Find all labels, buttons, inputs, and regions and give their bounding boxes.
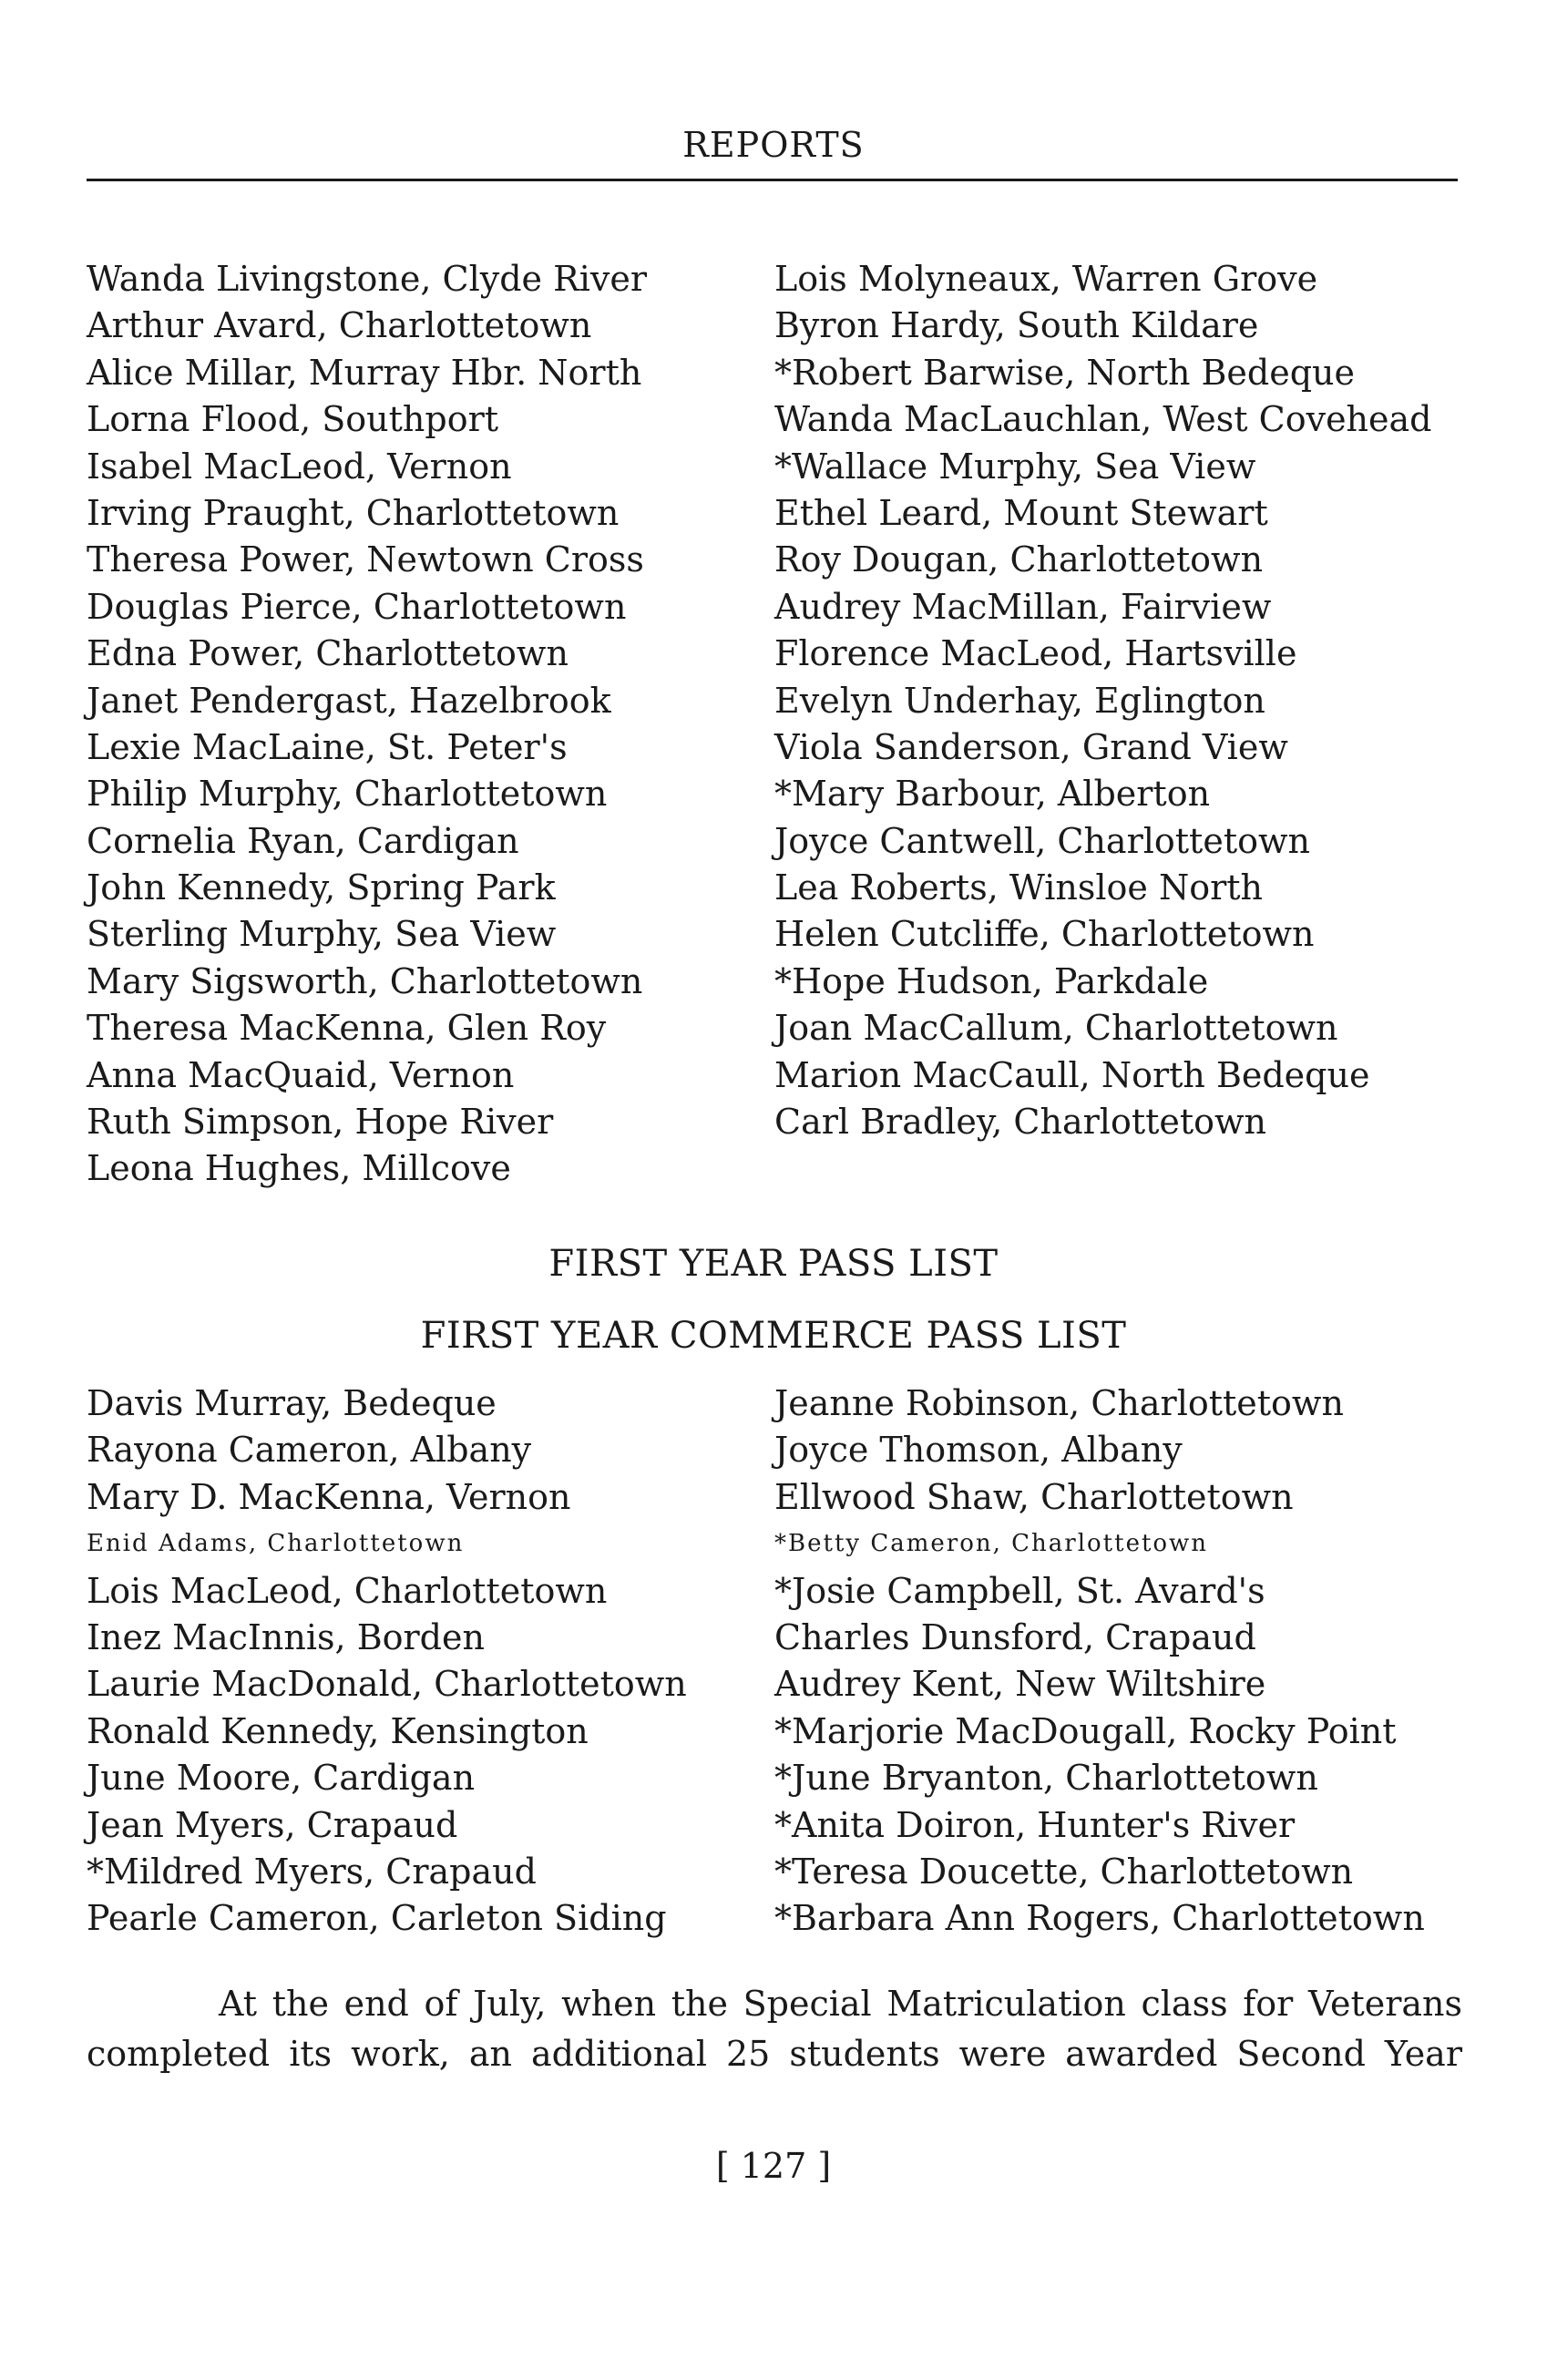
list-item: Anna MacQuaid, Vernon bbox=[87, 1054, 515, 1095]
list-item: Philip Murphy, Charlottetown bbox=[87, 774, 608, 815]
list-item: *Barbara Ann Rogers, Charlottetown bbox=[774, 1898, 1425, 1939]
list-item: Helen Cutcliffe, Charlottetown bbox=[774, 914, 1315, 955]
list-item: Lois Molyneaux, Warren Grove bbox=[774, 259, 1318, 299]
page-header-title: REPORTS bbox=[682, 125, 865, 165]
page-number: [ 127 ] bbox=[715, 2146, 832, 2186]
list-item: Janet Pendergast, Hazelbrook bbox=[87, 680, 611, 721]
commerce-list-left-column bbox=[87, 1380, 687, 1943]
first-year-commerce-pass-list-heading: FIRST YEAR COMMERCE PASS LIST bbox=[420, 1315, 1127, 1357]
list-item: Ronald Kennedy, Kensington bbox=[87, 1710, 589, 1751]
list-item: John Kennedy, Spring Park bbox=[87, 867, 556, 908]
list-item: Enid Adams, Charlottetown bbox=[87, 1530, 465, 1558]
list-item: Isabel MacLeod, Vernon bbox=[87, 446, 512, 487]
body-paragraph bbox=[87, 1979, 1462, 2079]
paragraph-text: At the end of July, when the Special Matriculation class for Veterans completed its work, an additional 25 students were awarded Second Year bbox=[87, 1984, 1462, 2074]
list-item: Douglas Pierce, Charlottetown bbox=[87, 586, 627, 627]
commerce-list-right-column bbox=[774, 1380, 1425, 1943]
list-item: Arthur Avard, Charlottetown bbox=[87, 305, 592, 346]
list-item: *Mary Barbour, Alberton bbox=[774, 774, 1211, 815]
list-item: Mary D. MacKenna, Vernon bbox=[87, 1476, 571, 1517]
list-item: Wanda MacLauchlan, West Covehead bbox=[774, 399, 1432, 440]
list-item: *Anita Doiron, Hunter's River bbox=[774, 1804, 1296, 1845]
list-item: Joan MacCallum, Charlottetown bbox=[774, 1008, 1338, 1049]
list-item: Evelyn Underhay, Eglington bbox=[774, 680, 1265, 721]
list-item: Pearle Cameron, Carleton Siding bbox=[87, 1898, 667, 1939]
list-item: Wanda Livingstone, Clyde River bbox=[87, 259, 647, 299]
list-item: Joyce Cantwell, Charlottetown bbox=[774, 820, 1310, 861]
list-item: Lea Roberts, Winsloe North bbox=[774, 867, 1264, 908]
pass-list-right-column bbox=[774, 256, 1432, 1145]
list-item: Jean Myers, Crapaud bbox=[87, 1804, 458, 1845]
list-item: Irving Praught, Charlottetown bbox=[87, 492, 620, 533]
list-item: Ethel Leard, Mount Stewart bbox=[774, 492, 1268, 533]
list-item: *Hope Hudson, Parkdale bbox=[774, 960, 1209, 1001]
list-item: Lois MacLeod, Charlottetown bbox=[87, 1570, 608, 1611]
list-item: Byron Hardy, South Kildare bbox=[774, 305, 1259, 346]
list-item: *Teresa Doucette, Charlottetown bbox=[774, 1851, 1354, 1892]
list-item: Joyce Thomson, Albany bbox=[774, 1430, 1183, 1471]
list-item: Marion MacCaull, North Bedeque bbox=[774, 1054, 1370, 1095]
list-item: Lexie MacLaine, St. Peter's bbox=[87, 726, 568, 767]
pass-list-left-column bbox=[87, 256, 647, 1193]
list-item: *Betty Cameron, Charlottetown bbox=[774, 1530, 1209, 1558]
list-item: Laurie MacDonald, Charlottetown bbox=[87, 1664, 687, 1705]
list-item: *Josie Campbell, St. Avard's bbox=[774, 1570, 1265, 1611]
list-item: Carl Bradley, Charlottetown bbox=[774, 1102, 1266, 1143]
list-item: *Wallace Murphy, Sea View bbox=[774, 446, 1256, 487]
header-rule bbox=[87, 179, 1458, 181]
list-item: *Robert Barwise, North Bedeque bbox=[774, 352, 1356, 393]
list-item: *Mildred Myers, Crapaud bbox=[87, 1851, 537, 1892]
list-item: Florence MacLeod, Hartsville bbox=[774, 633, 1297, 674]
list-item: Ruth Simpson, Hope River bbox=[87, 1102, 554, 1143]
list-item: Mary Sigsworth, Charlottetown bbox=[87, 960, 643, 1001]
list-item: Charles Dunsford, Crapaud bbox=[774, 1616, 1256, 1657]
list-item: Alice Millar, Murray Hbr. North bbox=[87, 352, 642, 393]
list-item: *June Bryanton, Charlottetown bbox=[774, 1758, 1318, 1799]
list-item: June Moore, Cardigan bbox=[87, 1758, 476, 1799]
list-item: Jeanne Robinson, Charlottetown bbox=[774, 1383, 1344, 1423]
list-item: Davis Murray, Bedeque bbox=[87, 1383, 497, 1423]
list-item: Leona Hughes, Millcove bbox=[87, 1148, 511, 1189]
list-item: Audrey MacMillan, Fairview bbox=[774, 586, 1272, 627]
list-item: Viola Sanderson, Grand View bbox=[774, 726, 1288, 767]
first-year-pass-list-heading: FIRST YEAR PASS LIST bbox=[548, 1243, 999, 1285]
list-item: Theresa Power, Newtown Cross bbox=[87, 539, 644, 580]
list-item: Audrey Kent, New Wiltshire bbox=[774, 1664, 1266, 1705]
list-item: Ellwood Shaw, Charlottetown bbox=[774, 1476, 1294, 1517]
list-item: Roy Dougan, Charlottetown bbox=[774, 539, 1264, 580]
list-item: Lorna Flood, Southport bbox=[87, 399, 499, 440]
list-item: Inez MacInnis, Borden bbox=[87, 1616, 485, 1657]
list-item: Theresa MacKenna, Glen Roy bbox=[87, 1008, 607, 1049]
list-item: Cornelia Ryan, Cardigan bbox=[87, 820, 519, 861]
list-item: Edna Power, Charlottetown bbox=[87, 633, 569, 674]
list-item: *Marjorie MacDougall, Rocky Point bbox=[774, 1710, 1397, 1751]
list-item: Sterling Murphy, Sea View bbox=[87, 914, 557, 955]
list-item: Rayona Cameron, Albany bbox=[87, 1430, 532, 1471]
